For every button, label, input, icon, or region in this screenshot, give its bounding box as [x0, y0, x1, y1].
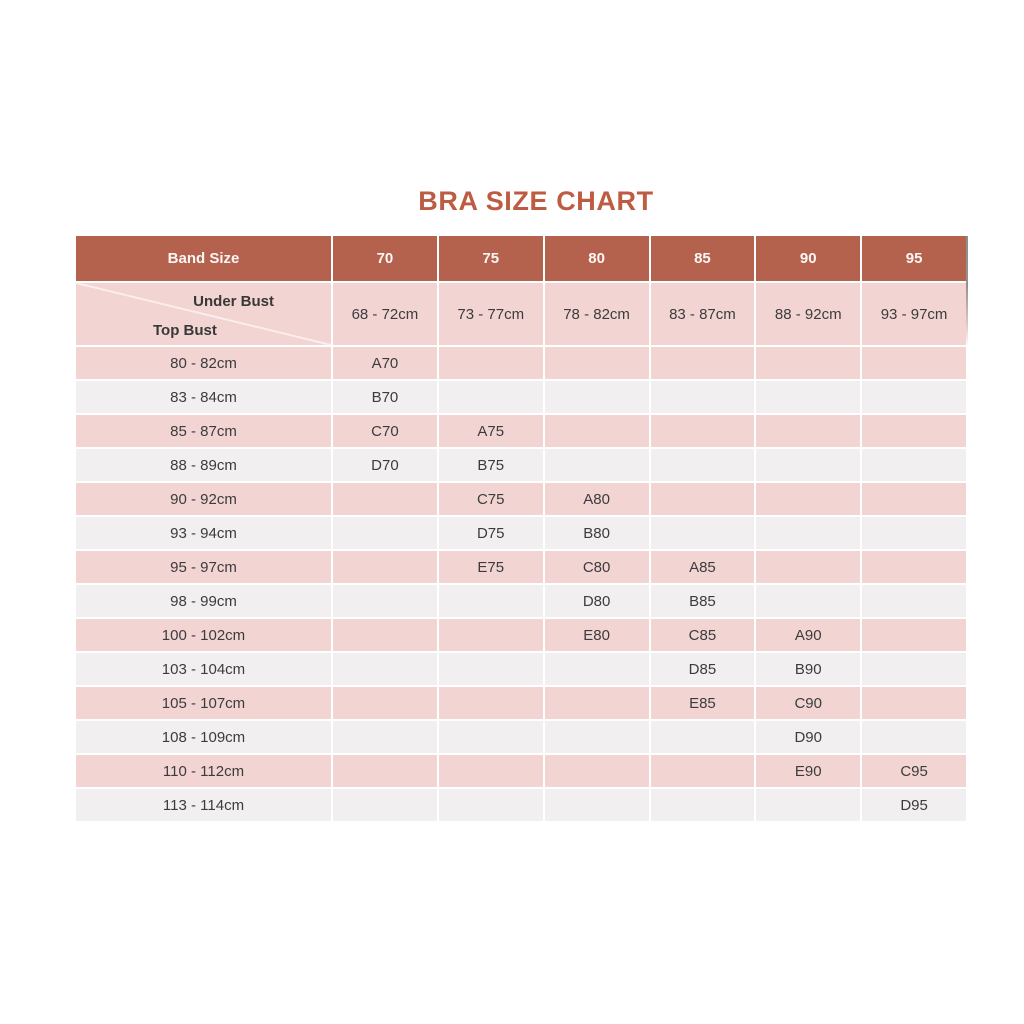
cup-size-cell	[862, 687, 966, 719]
top-bust-range-cell: 85 - 87cm	[76, 415, 331, 447]
cup-size-cell: D90	[756, 721, 860, 753]
table-right-edge-shadow	[966, 236, 968, 347]
cup-size-cell	[333, 619, 437, 651]
cup-size-cell: E85	[651, 687, 755, 719]
cup-size-cell	[439, 619, 543, 651]
cup-size-cell: D80	[545, 585, 649, 617]
cup-size-cell	[756, 551, 860, 583]
band-size-header-cell: Band Size	[76, 236, 331, 281]
band-size-column-header: 70	[333, 236, 437, 281]
cup-size-cell	[756, 347, 860, 379]
cup-size-cell	[651, 381, 755, 413]
cup-size-cell	[756, 585, 860, 617]
band-size-column-header: 75	[439, 236, 543, 281]
cup-size-cell	[545, 449, 649, 481]
cup-size-cell: E90	[756, 755, 860, 787]
cup-size-cell: D85	[651, 653, 755, 685]
cup-size-cell	[333, 551, 437, 583]
cup-size-cell	[439, 687, 543, 719]
cup-size-cell	[756, 449, 860, 481]
under-bust-axis-label: Under Bust	[193, 293, 274, 310]
cup-size-cell	[862, 551, 966, 583]
band-size-column-header: 80	[545, 236, 649, 281]
cup-size-cell: C95	[862, 755, 966, 787]
cup-size-cell	[862, 415, 966, 447]
cup-size-cell	[333, 789, 437, 821]
top-bust-range-cell: 90 - 92cm	[76, 483, 331, 515]
cup-size-cell	[333, 483, 437, 515]
cup-size-cell	[651, 415, 755, 447]
cup-size-cell: C75	[439, 483, 543, 515]
cup-size-cell: A75	[439, 415, 543, 447]
cup-size-cell: C85	[651, 619, 755, 651]
cup-size-cell: A70	[333, 347, 437, 379]
cup-size-cell	[439, 721, 543, 753]
bra-size-table	[76, 236, 966, 821]
band-size-column-header: 85	[651, 236, 755, 281]
cup-size-cell	[333, 755, 437, 787]
cup-size-cell	[756, 517, 860, 549]
cup-size-cell	[651, 721, 755, 753]
cup-size-cell	[545, 687, 649, 719]
cup-size-cell	[862, 517, 966, 549]
cup-size-cell	[439, 653, 543, 685]
page-title: BRA SIZE CHART	[418, 186, 654, 216]
cup-size-cell: C90	[756, 687, 860, 719]
cup-size-cell: C70	[333, 415, 437, 447]
cup-size-cell: E75	[439, 551, 543, 583]
top-bust-range-cell: 103 - 104cm	[76, 653, 331, 685]
top-bust-range-cell: 110 - 112cm	[76, 755, 331, 787]
cup-size-cell	[862, 347, 966, 379]
band-size-column-header: 95	[862, 236, 966, 281]
cup-size-cell	[439, 789, 543, 821]
band-size-column-header: 90	[756, 236, 860, 281]
cup-size-cell	[333, 653, 437, 685]
cup-size-cell	[439, 347, 543, 379]
cup-size-cell	[439, 755, 543, 787]
cup-size-cell: D75	[439, 517, 543, 549]
under-bust-range-cell: 78 - 82cm	[545, 283, 649, 345]
top-bust-range-cell: 98 - 99cm	[76, 585, 331, 617]
cup-size-cell	[756, 381, 860, 413]
cup-size-cell: D70	[333, 449, 437, 481]
top-bust-range-cell: 95 - 97cm	[76, 551, 331, 583]
cup-size-cell	[756, 415, 860, 447]
cup-size-cell	[545, 381, 649, 413]
cup-size-cell	[333, 687, 437, 719]
cup-size-cell	[651, 755, 755, 787]
cup-size-cell	[333, 585, 437, 617]
top-bust-range-cell: 88 - 89cm	[76, 449, 331, 481]
cup-size-cell: A90	[756, 619, 860, 651]
top-bust-range-cell: 108 - 109cm	[76, 721, 331, 753]
top-bust-range-cell: 113 - 114cm	[76, 789, 331, 821]
cup-size-cell	[862, 585, 966, 617]
cup-size-cell: C80	[545, 551, 649, 583]
cup-size-cell	[439, 585, 543, 617]
cup-size-cell: D95	[862, 789, 966, 821]
cup-size-cell	[862, 721, 966, 753]
cup-size-cell: A80	[545, 483, 649, 515]
under-bust-range-cell: 73 - 77cm	[439, 283, 543, 345]
under-bust-range-cell: 68 - 72cm	[333, 283, 437, 345]
cup-size-cell: B85	[651, 585, 755, 617]
cup-size-cell	[651, 347, 755, 379]
cup-size-cell	[545, 755, 649, 787]
cup-size-cell	[862, 619, 966, 651]
cup-size-cell: E80	[545, 619, 649, 651]
under-bust-range-cell: 93 - 97cm	[862, 283, 966, 345]
cup-size-cell	[862, 449, 966, 481]
cup-size-cell: B70	[333, 381, 437, 413]
cup-size-cell: B75	[439, 449, 543, 481]
top-bust-axis-label: Top Bust	[153, 322, 217, 339]
cup-size-cell	[862, 653, 966, 685]
cup-size-cell	[439, 381, 543, 413]
cup-size-cell: A85	[651, 551, 755, 583]
top-bust-range-cell: 80 - 82cm	[76, 347, 331, 379]
cup-size-cell	[333, 721, 437, 753]
cup-size-cell	[651, 449, 755, 481]
cup-size-cell	[862, 483, 966, 515]
cup-size-cell	[545, 789, 649, 821]
cup-size-cell	[651, 517, 755, 549]
top-bust-range-cell: 100 - 102cm	[76, 619, 331, 651]
cup-size-cell: B90	[756, 653, 860, 685]
cup-size-cell	[545, 347, 649, 379]
cup-size-cell: B80	[545, 517, 649, 549]
cup-size-cell	[651, 483, 755, 515]
cup-size-cell	[756, 789, 860, 821]
cup-size-cell	[545, 415, 649, 447]
cup-size-cell	[651, 789, 755, 821]
under-bust-range-cell: 83 - 87cm	[651, 283, 755, 345]
under-bust-range-cell: 88 - 92cm	[756, 283, 860, 345]
cup-size-cell	[756, 483, 860, 515]
top-bust-range-cell: 83 - 84cm	[76, 381, 331, 413]
cup-size-cell	[333, 517, 437, 549]
top-bust-range-cell: 93 - 94cm	[76, 517, 331, 549]
cup-size-cell	[862, 381, 966, 413]
cup-size-cell	[545, 653, 649, 685]
cup-size-cell	[545, 721, 649, 753]
top-bust-range-cell: 105 - 107cm	[76, 687, 331, 719]
axis-corner-cell	[76, 283, 331, 345]
